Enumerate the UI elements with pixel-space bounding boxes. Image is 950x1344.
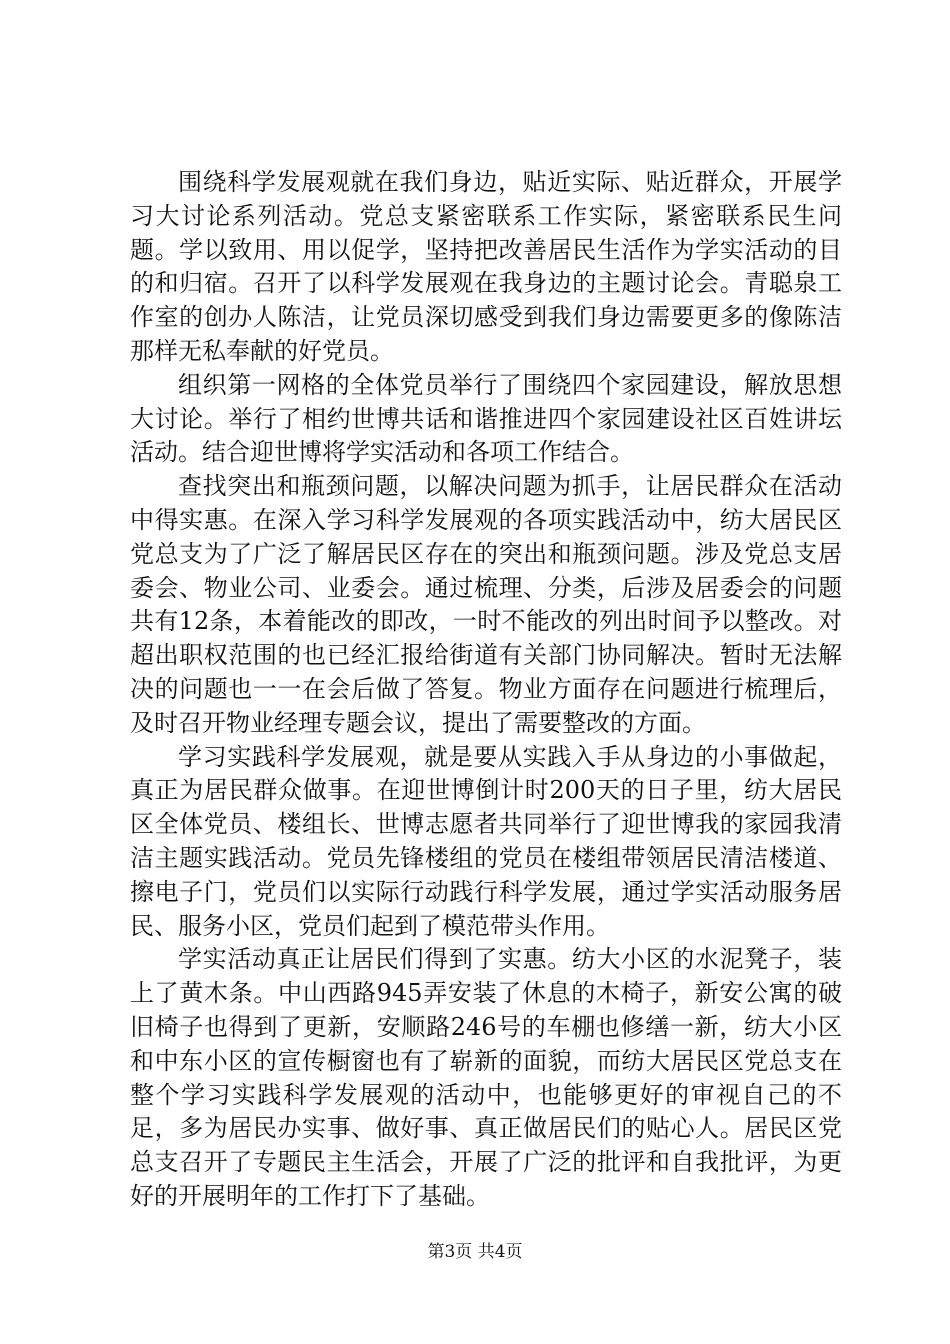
paragraph: 学实活动真正让居民们得到了实惠。纺大小区的水泥凳子，装上了黄木条。中山西路945弄安装了休息的木椅子，新安公寓的破旧椅子也得到了更新，安顺路246号的车棚也修缮一新，纺大小区和中东小区的宣传橱窗也有了崭新的面貌，而纺大居民区党总支在整个学习实践科学发展观的活动中，也能够更好的审视自己的不足，多为居民办实事、做好事、真正做居民们的贴心人。居民区党总支召开了专题民主生活会，开展了广泛的批评和自我批评，为更好的开展明年的工作打下了基础。 — [130, 945, 842, 1210]
paragraph: 查找突出和瓶颈问题，以解决问题为抓手，让居民群众在活动中得实惠。在深入学习科学发展观的各项实践活动中，纺大居民区党总支为了广泛了解居民区存在的突出和瓶颈问题。涉及党总支居委会、物业公司、业委会。通过梳理、分类，后涉及居委会的问题共有12条，本着能改的即改，一时不能改的列出时间予以整改。对超出职权范围的也已经汇报给街道有关部门协同解决。暂时无法解决的问题也一一在会后做了答复。物业方面存在问题进行梳理后，及时召开物业经理专题会议，提出了需要整改的方面。 — [130, 472, 842, 737]
paragraph: 组织第一网格的全体党员举行了围绕四个家园建设，解放思想大讨论。举行了相约世博共话和谐推进四个家园建设社区百姓讲坛活动。结合迎世博将学实活动和各项工作结合。 — [130, 370, 842, 467]
paragraph: 围绕科学发展观就在我们身边，贴近实际、贴近群众，开展学习大讨论系列活动。党总支紧密联系工作实际，紧密联系民生问题。学以致用、用以促学，坚持把改善居民生活作为学实活动的目的和归宿。召开了以科学发展观在我身边的主题讨论会。青聪泉工作室的创办人陈洁，让党员深切感受到我们身边需要更多的像陈洁那样无私奉献的好党员。 — [130, 168, 842, 365]
page-number-footer: 第3页 共4页 — [427, 1242, 523, 1262]
paragraph: 学习实践科学发展观，就是要从实践入手从身边的小事做起，真正为居民群众做事。在迎世博倒计时200天的日子里，纺大居民区全体党员、楼组长、世博志愿者共同举行了迎世博我的家园我清洁主题实践活动。党员先锋楼组的党员在楼组带领居民清洁楼道、擦电子门，党员们以实际行动践行科学发展，通过学实活动服务居民、服务小区，党员们起到了模范带头作用。 — [130, 742, 842, 940]
document-body — [130, 166, 842, 1214]
